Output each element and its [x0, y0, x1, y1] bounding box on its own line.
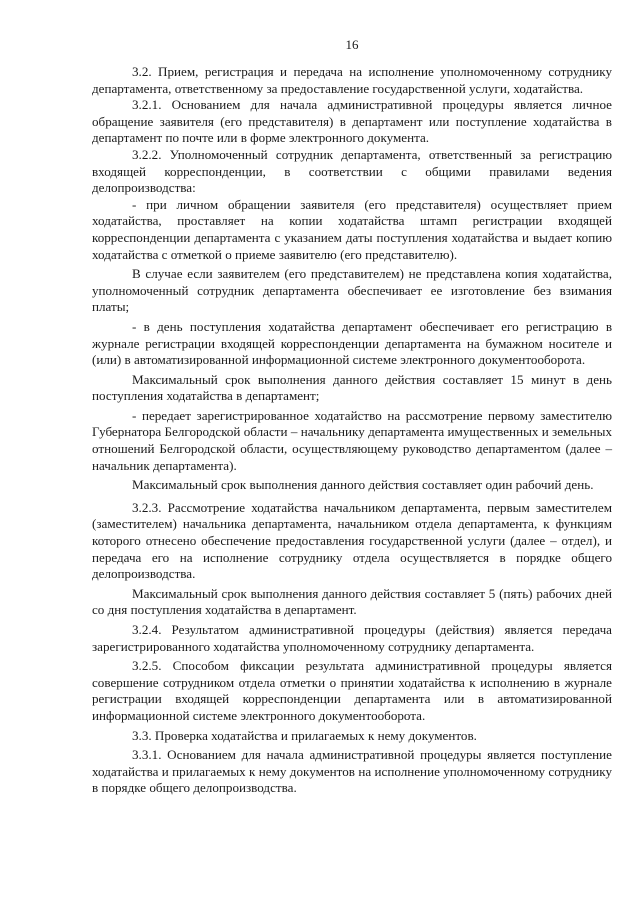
paragraph-3-2-3: 3.2.3. Рассмотрение ходатайства начальником департамента, первым заместителем (заместителем) начальника департамента, начальником отдела департамента, к функциям которого отнесено обеспечение предоставления государственной услуги (далее – отдел), и передача его на исполнение сотруднику отдела осуществляется в порядке общего делопроизводства. — [92, 499, 612, 582]
paragraph-max-time-5days: Максимальный срок выполнения данного действия составляет 5 (пять) рабочих дней со дня поступления ходатайства в департамент. — [92, 585, 612, 618]
page-number: 16 — [345, 37, 359, 52]
paragraph-3-2-5: 3.2.5. Способом фиксации результата административной процедуры является совершение сотрудником отдела отметки о принятии ходатайства к исполнению в журнале регистрации входящей корреспонденции департамента или в автоматизированной информационной системе электронного документооборота. — [92, 658, 612, 723]
document-body — [92, 64, 612, 797]
paragraph-transfer-to-head: - передает зарегистрированное ходатайство на рассмотрение первому заместителю Губернатора Белгородской области – начальнику департамента имущественных и земельных отношений Белгородской области, осуществляющему руководство департаментом (далее – начальник департамента). — [92, 407, 612, 473]
paragraph-registration-day: - в день поступления ходатайства департамент обеспечивает его регистрацию в журнале регистрации входящей корреспонденции департамента на бумажном носителе и (или) в автоматизированной информационной системе электронного документооборота. — [92, 318, 612, 368]
paragraph-3-2-2: 3.2.2. Уполномоченный сотрудник департамента, ответственный за регистрацию входящей корреспонденции, в соответствии с общими правилами ведения делопроизводства: — [92, 146, 612, 196]
paragraph-3-3-1: 3.3.1. Основанием для начала административной процедуры является поступление ходатайства и прилагаемых к нему документов на исполнение уполномоченному сотруднику в порядке общего делопроизводства. — [92, 747, 612, 796]
paragraph-max-time-15min: Максимальный срок выполнения данного действия составляет 15 минут в день поступления ходатайства в департамент; — [92, 371, 612, 404]
paragraph-personal-appeal: - при личном обращении заявителя (его представителя) осуществляет прием ходатайства, проставляет на копии ходатайства штамп регистрации входящей корреспонденции департамента с указанием даты поступления ходатайства и выдает копию ходатайства с отметкой о приеме заявителю (его представителю). — [92, 196, 612, 262]
paragraph-3-2: 3.2. Прием, регистрация и передача на исполнение уполномоченному сотруднику департамента, ответственному за предоставление государственной услуги, ходатайства. — [92, 64, 612, 96]
paragraph-3-3: 3.3. Проверка ходатайства и прилагаемых к нему документов. — [132, 727, 477, 743]
document-page — [92, 0, 612, 905]
paragraph-3-2-4: 3.2.4. Результатом административной процедуры (действия) является передача зарегистрированного ходатайства уполномоченному сотруднику департамента. — [92, 622, 612, 654]
paragraph-copy-case: В случае если заявителем (его представителем) не представлена копия ходатайства, уполномоченный сотрудник департамента обеспечивает ее изготовление без взимания платы; — [92, 266, 612, 315]
paragraph-max-time-one-day: Максимальный срок выполнения данного действия составляет один рабочий день. — [132, 477, 594, 493]
paragraph-3-2-1: 3.2.1. Основанием для начала административной процедуры является личное обращение заявителя (его представителя) в департамент или поступление ходатайства в департамент по почте или в форме электронного документа. — [92, 97, 612, 146]
